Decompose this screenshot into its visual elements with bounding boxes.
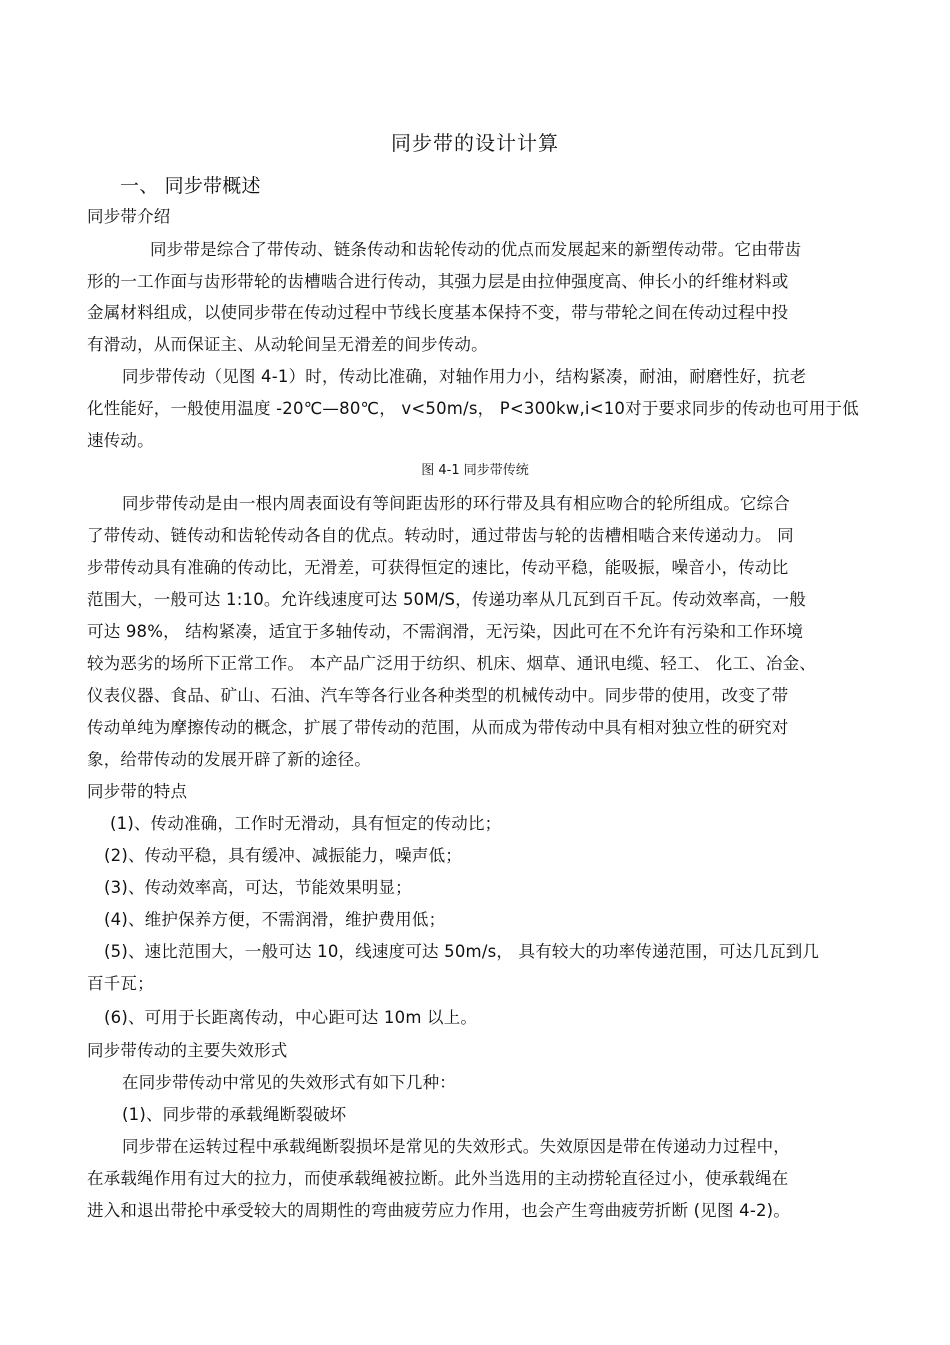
paragraph-line: 同步带传动是由一根内周表面设有等间距齿形的环行带及具有相应吻合的轮所组成。它综合	[122, 494, 790, 513]
paragraph-line: 形的一工作面与齿形带轮的齿槽啮合进行传动，其强力层是由拉伸强度高、伸长小的纤维材料或	[87, 272, 789, 291]
feature-item: (3)、传动效率高，可达，节能效果明显；	[104, 878, 412, 897]
feature-item: (5)、速比范围大，一般可达 10，线速度可达 50m/s， 具有较大的功率传递范围，可达几瓦到几	[104, 942, 820, 961]
page-title: 同步带的设计计算	[391, 131, 559, 155]
paragraph-line: 同步带是综合了带传动、链条传动和齿轮传动的优点而发展起来的新塑传动带。它由带齿	[150, 240, 802, 259]
feature-item: (6)、可用于长距离传动，中心距可达 10m 以上。	[104, 1008, 478, 1027]
paragraph-line: 金属材料组成，以使同步带在传动过程中节线长度基本保持不变，带与带轮之间在传动过程中投	[87, 303, 789, 322]
section-heading: 一、 同步带概述	[120, 175, 261, 197]
paragraph-line: 有滑动，从而保证主、从动轮间呈无滑差的间步传动。	[87, 335, 488, 354]
paragraph-line: 进入和退出带抡中承受较大的周期性的弯曲疲劳应力作用，也会产生弯曲疲劳折断 (见图 4-2)。	[87, 1201, 791, 1220]
feature-item: (2)、传动平稳，具有缓冲、减振能力，噪声低；	[104, 846, 462, 865]
paragraph-line: (1)、同步带的承载绳断裂破坏	[122, 1105, 347, 1124]
feature-item: (1)、传动准确，工作时无滑动，具有恒定的传动比；	[110, 814, 502, 833]
paragraph-line: 速传动。	[87, 431, 154, 450]
paragraph-line: 可达 98%， 结构紧凑，适宜于多轴传动，不需润滑，无污染，因此可在不允许有污染和工作环境	[87, 622, 804, 641]
paragraph-line: 步带传动具有准确的传动比，无滑差，可获得恒定的速比，传动平稳，能吸振，噪音小，传动比	[87, 558, 789, 577]
paragraph-line: 象，给带传动的发展开辟了新的途径。	[87, 750, 371, 769]
paragraph-line: 了带传动、链传动和齿轮传动各自的优点。转动时，通过带齿与轮的齿槽相啮合来传递动力。 同	[87, 526, 794, 545]
figure-caption: 图 4-1 同步带传统	[421, 463, 529, 478]
paragraph-line: 同步带传动（见图 4-1）时，传动比准确，对轴作用力小，结构紧凑，耐油，耐磨性好，抗老	[122, 367, 807, 386]
subheading-intro: 同步带介绍	[87, 207, 171, 226]
paragraph-line: 较为恶劣的场所下正常工作。 本产品广泛用于纺织、机床、烟草、通讯电缆、轻工、 化工、冶金、	[87, 654, 816, 673]
paragraph-line: 仪表仪器、食品、矿山、石油、汽车等各行业各种类型的机械传动中。同步带的使用，改变了带	[87, 686, 789, 705]
subheading-features: 同步带的特点	[87, 782, 188, 801]
subheading-failure: 同步带传动的主要失效形式	[87, 1041, 288, 1060]
feature-item: (4)、维护保养方便，不需润滑，维护费用低；	[104, 910, 446, 929]
paragraph-line: 范围大，一般可达 1:10。允许线速度可达 50M/S，传递功率从几瓦到百千瓦。传动效率高，一般	[87, 590, 806, 609]
paragraph-line: 化性能好，一般使用温度 -20℃—80℃， v<50m/s， P<300kw,i<10对于要求同步的传动也可用于低	[87, 399, 859, 418]
paragraph-line: 传动单纯为摩擦传动的概念，扩展了带传动的范围，从而成为带传动中具有相对独立性的研究对	[87, 718, 789, 737]
paragraph-line: 在承载绳作用有过大的拉力，而使承载绳被拉断。此外当选用的主动捞轮直径过小，使承载绳在	[87, 1169, 789, 1188]
feature-item-continued: 百千瓦；	[87, 974, 154, 993]
paragraph-line: 在同步带传动中常见的失效形式有如下几种：	[122, 1073, 456, 1092]
paragraph-line: 同步带在运转过程中承载绳断裂损坏是常见的失效形式。失效原因是带在传递动力过程中，	[122, 1137, 790, 1156]
